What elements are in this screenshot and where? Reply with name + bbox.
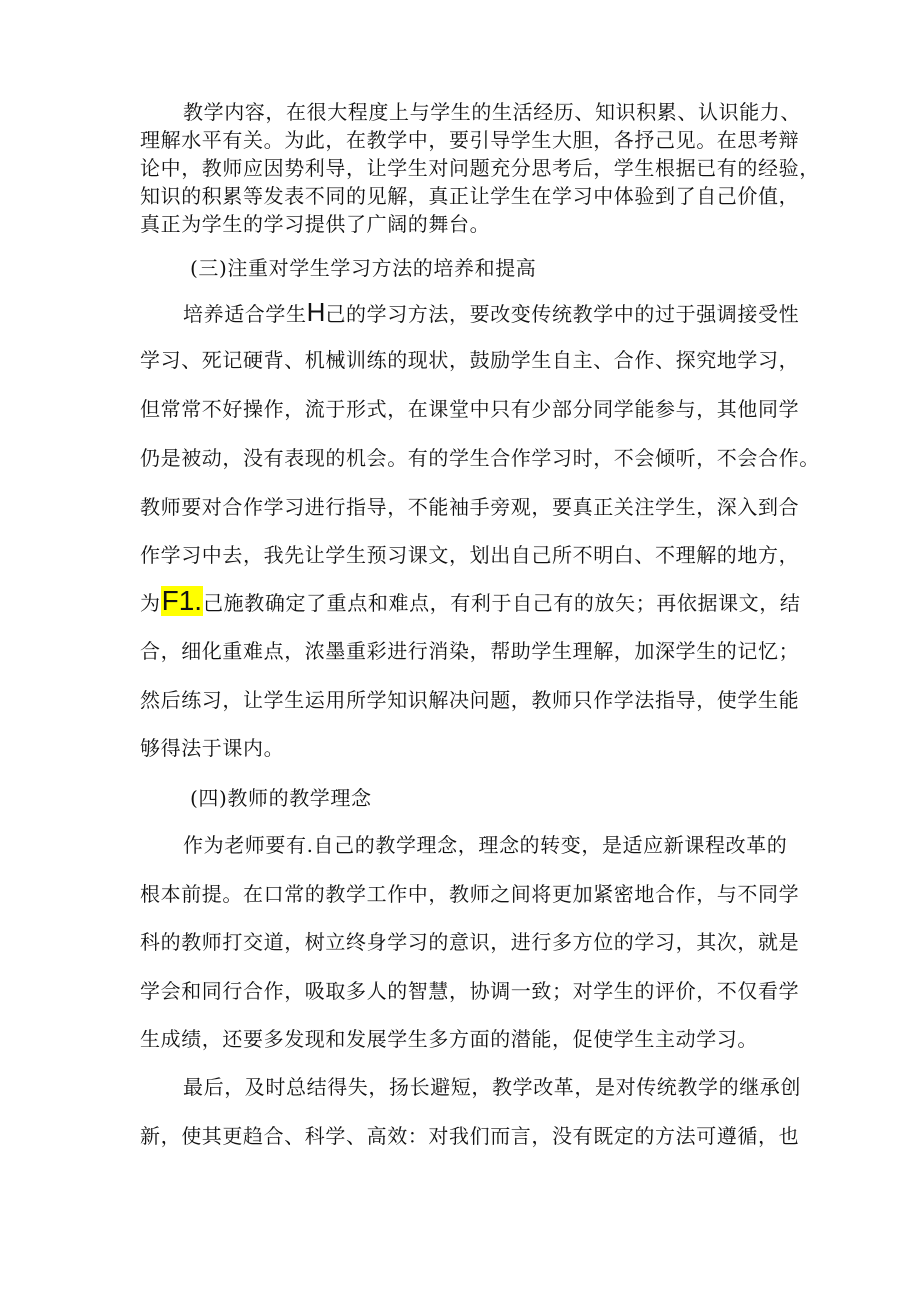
paragraph-2-line-3: 但常常不好操作，流于形式，在课堂中只有少部分同学能参与，其他同学	[140, 397, 800, 421]
paragraph-3-line-3: 科的教师打交道，树立终身学习的意识，进行多方位的学习，其次，就是	[140, 930, 800, 954]
paragraph-1-line-4: 知识的积累等发表不同的见解，真正让学生在学习中体验到了自己价值，	[140, 184, 800, 208]
paragraph-2-line-1-post: 己的学习方法，要改变传统教学中的过于强调接受性	[325, 302, 800, 326]
paragraph-1-line-3: 论中，教师应因势利导，让学生对问题充分思考后，学生根据已有的经验，	[140, 156, 820, 180]
paragraph-2-line-2: 学习、死记硬背、机械训练的现状，鼓励学生自主、合作、探究地学习，	[140, 348, 800, 372]
paragraph-2-line-10: 够得法于课内。	[140, 736, 285, 760]
paragraph-4-line-1: 最后，及时总结得失，扬长避短，教学改革，是对传统教学的继承创	[183, 1075, 801, 1099]
paragraph-2-line-7	[140, 586, 800, 616]
paragraph-2-line-7-pre: 为	[140, 591, 161, 615]
ocr-glyph-h: H	[306, 297, 326, 327]
paragraph-2-line-9: 然后练习，让学生运用所学知识解决问题，教师只作学法指导，使学生能	[140, 688, 800, 712]
paragraph-1-line-1: 教学内容，在很大程度上与学生的生活经历、知识积累、认识能力、	[183, 100, 801, 124]
paragraph-2-line-4: 仍是被动，没有表现的机会。有的学生合作学习时，不会倾听，不会合作。	[140, 446, 820, 470]
paragraph-2-line-5: 教师要对合作学习进行指导，不能袖手旁观，要真正关注学生，深入到合	[140, 495, 800, 519]
paragraph-4-line-2: 新，使其更趋合、科学、高效：对我们而言，没有既定的方法可遵循，也	[140, 1124, 800, 1148]
paragraph-2-line-1-pre: 培养适合学生	[183, 302, 307, 326]
paragraph-1-line-2: 理解水平有关。为此，在教学中，要引导学生大胆，各抒己见。在思考辩	[140, 128, 800, 152]
section-heading-3: (三)注重对学生学习方法的培养和提高	[190, 256, 537, 280]
paragraph-3-line-4: 学会和同行合作，吸取多人的智慧，协调一致；对学生的评价，不仅看学	[140, 979, 800, 1003]
paragraph-2-line-8: 合，细化重难点，浓墨重彩进行消染，帮助学生理解，加深学生的记忆；	[140, 639, 800, 663]
paragraph-3-line-2: 根本前提。在口常的教学工作中，教师之间将更加紧密地合作，与不同学	[140, 882, 800, 906]
paragraph-3-line-5: 生成绩，还要多发现和发展学生多方面的潜能，促使学生主动学习。	[140, 1027, 758, 1051]
highlighted-ocr-fragment: F1.	[161, 585, 203, 616]
paragraph-2-line-1	[183, 299, 799, 327]
paragraph-2-line-7-post: 己施教确定了重点和难点，有利于自己有的放矢；再依据课文，结	[203, 591, 801, 615]
section-heading-4: (四)教师的教学理念	[190, 786, 372, 810]
paragraph-3-line-1: 作为老师要有.自己的教学理念，理念的转变，是适应新课程改革的	[183, 833, 788, 857]
paragraph-1-line-5: 真正为学生的学习提供了广阔的舞台。	[140, 212, 491, 236]
paragraph-2-line-6: 作学习中去，我先让学生预习课文，划出自己所不明白、不理解的地方，	[140, 543, 800, 567]
